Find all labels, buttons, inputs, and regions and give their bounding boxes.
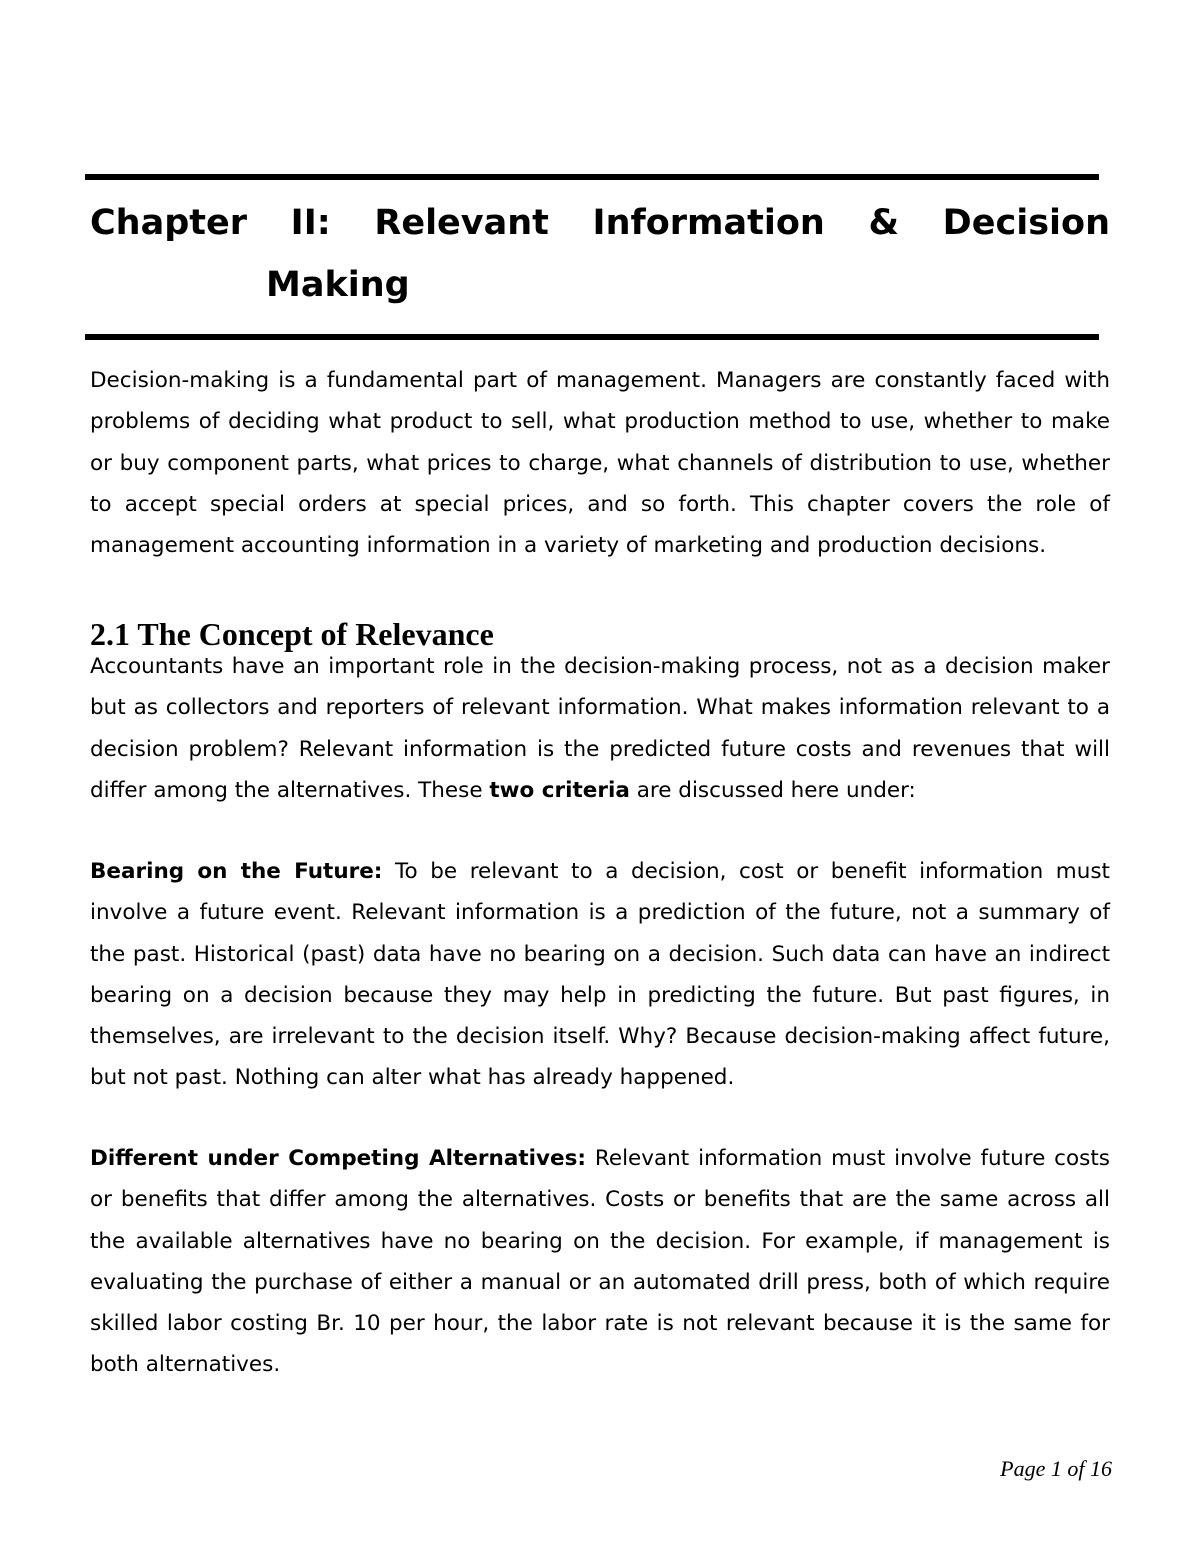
relevance-bold-term: two criteria bbox=[489, 777, 630, 803]
chapter-title-line-2: Making bbox=[266, 265, 410, 305]
title-word: Relevant bbox=[374, 203, 549, 243]
relevance-text: Accountants have an important role in the decision-making process, not as a decision maker but as collectors and reporters of relevant information. What makes information relevant to a decision problem? Relevant information is the predicted future costs and revenues that will differ among the alternatives. These bbox=[90, 654, 1110, 803]
alternatives-text: Relevant information must involve future costs or benefits that differ among the alternatives. Costs or benefits that are the same across all the available alternatives have no bearing on the decision. For example, if management is evaluating the purchase of either a manual or an automated drill press, both of which require skilled labor costing Br. 10 per hour, the labor rate is not relevant because it is the same for both alternatives. bbox=[90, 1146, 1110, 1378]
page-number: Page 1 of 16 bbox=[1000, 1456, 1112, 1481]
alternatives-label: Different under Competing Alternatives: bbox=[90, 1146, 586, 1171]
future-text: To be relevant to a decision, cost or benefit information must involve a future event. Relevant information is a prediction of the future, not a summary of the past. Historical (past) data have no bearing on a decision. Such data can have an indirect bearing on a decision because they may help in predicting the future. But past figures, in themselves, are irrelevant to the decision itself. Why? Because decision-making affect future, but not past. Nothing can alter what has already happened. bbox=[90, 859, 1110, 1091]
future-label: Bearing on the Future: bbox=[90, 859, 383, 884]
chapter-title bbox=[90, 192, 1110, 316]
title-bottom-rule bbox=[85, 334, 1099, 340]
title-top-rule bbox=[85, 174, 1099, 180]
title-word: Chapter bbox=[90, 203, 248, 243]
title-word: & bbox=[868, 203, 899, 243]
title-word: Information bbox=[592, 203, 825, 243]
chapter-title-line-1 bbox=[90, 192, 1110, 254]
title-word: II: bbox=[290, 203, 331, 243]
alternatives-paragraph bbox=[90, 1138, 1110, 1386]
relevance-paragraph bbox=[90, 646, 1110, 811]
intro-paragraph: Decision-making is a fundamental part of management. Managers are constantly faced with problems of deciding what product to sell, what production method to use, whether to make or buy component parts, what prices to charge, what channels of distribution to use, whether to accept special orders at special prices, and so forth. This chapter covers the role of management accounting information in a variety of marketing and production decisions. bbox=[90, 368, 1110, 559]
future-paragraph bbox=[90, 851, 1110, 1099]
section-heading: 2.1 The Concept of Relevance bbox=[90, 616, 494, 652]
title-word: Decision bbox=[942, 203, 1110, 243]
relevance-tail: are discussed here under: bbox=[629, 777, 916, 803]
